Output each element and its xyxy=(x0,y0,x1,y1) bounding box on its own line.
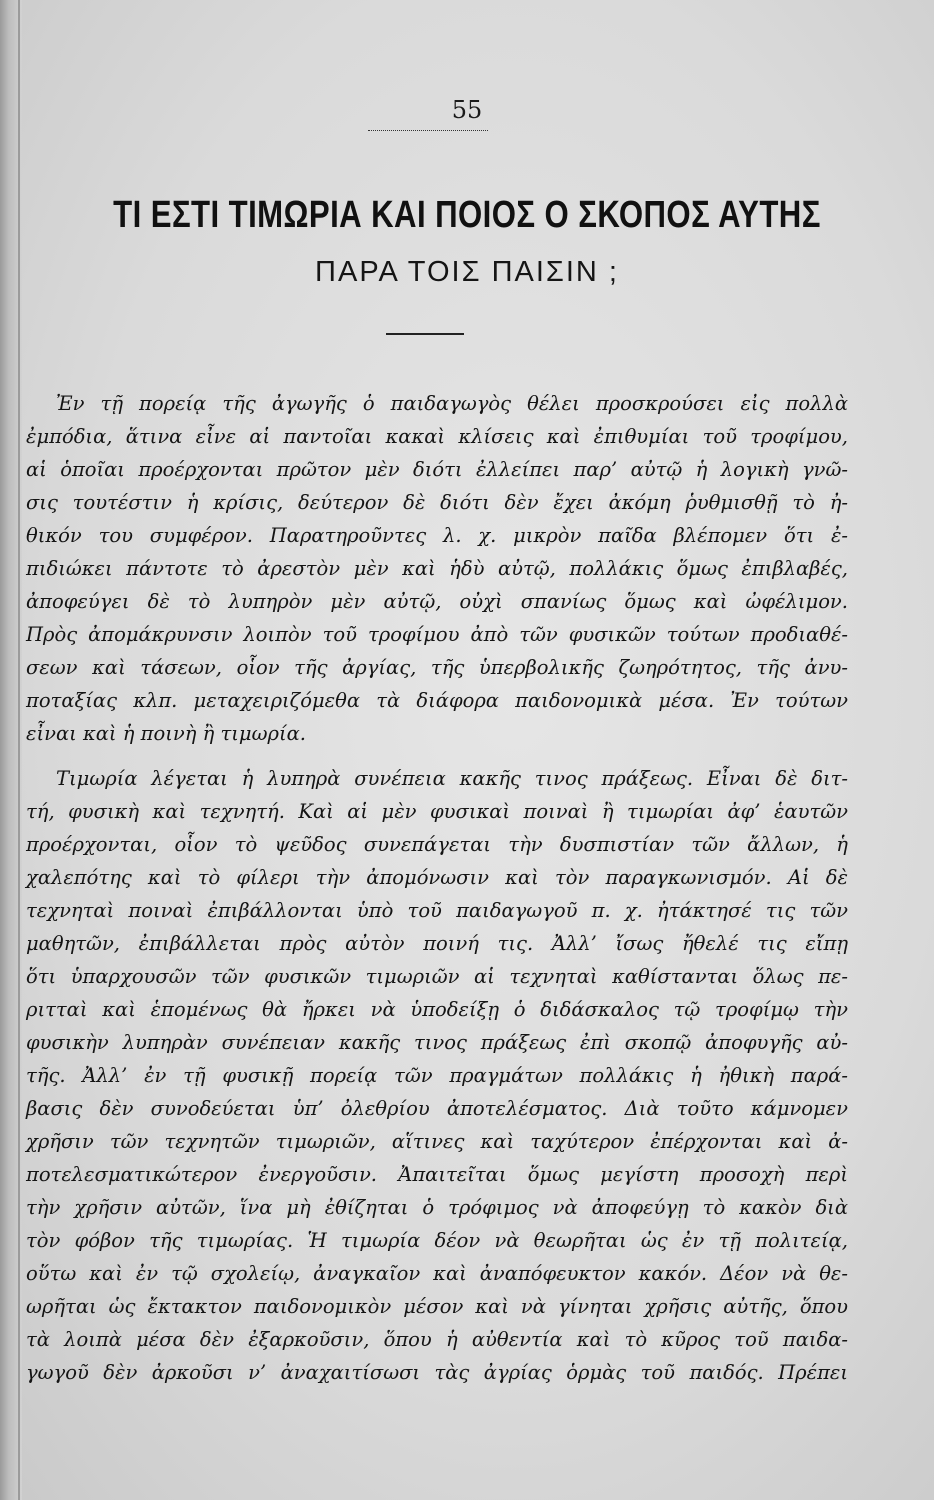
text-line: φυσικὴν λυπηρὰν συνέπειαν κακῆς τινος πράξεως ἐπὶ σκοπῷ ἀποφυγῆς αὐ- xyxy=(26,1031,848,1054)
text-line: ποτελεσματικώτερον ἐνεργοῦσιν. Ἀπαιτεῖται ὅμως μεγίστη προσοχὴ περὶ xyxy=(26,1163,848,1186)
text-line: προέρχονται, οἷον τὸ ψεῦδος συνεπάγεται τὴν δυσπιστίαν τῶν ἄλλων, ἡ xyxy=(26,833,848,856)
text-line: εἶναι καὶ ἡ ποινὴ ἢ τιμωρία. xyxy=(26,722,306,745)
text-line: αἱ ὁποῖαι προέρχονται πρῶτον μὲν διότι ἐλλείπει παρ’ αὐτῷ ἡ λογικὴ γνῶ- xyxy=(26,458,848,481)
text-line: οὕτω καὶ ἐν τῷ σχολείῳ, ἀναγκαῖον καὶ ἀναπόφευκτον κακόν. Δέον νὰ θε- xyxy=(26,1262,848,1285)
text-line: τὸν φόβον τῆς τιμωρίας. Ἡ τιμωρία δέον νὰ θεωρῆται ὡς ἐν τῇ πολιτείᾳ, xyxy=(26,1229,848,1252)
text-line: τῆς. Ἀλλ’ ἐν τῇ φυσικῇ πορείᾳ τῶν πραγμάτων πολλάκις ἡ ἠθικὴ παρά- xyxy=(26,1064,848,1087)
page-binding-shadow xyxy=(18,0,20,1500)
text-line: τὴν χρῆσιν αὐτῶν, ἵνα μὴ ἐθίζηται ὁ τρόφιμος νὰ ἀποφεύγῃ τὸ κακὸν διὰ xyxy=(26,1196,848,1219)
text-line: γωγοῦ δὲν ἀρκοῦσι ν’ ἀναχαιτίσωσι τὰς ἀγρίας ὁρμὰς τοῦ παιδός. Πρέπει xyxy=(26,1361,848,1384)
text-line: τεχνηταὶ ποιναὶ ἐπιβάλλονται ὑπὸ τοῦ παιδαγωγοῦ π. χ. ἠτάκτησέ τις τῶν xyxy=(26,899,848,922)
text-line: ωρῆται ὡς ἔκτακτον παιδονομικὸν μέσον καὶ νὰ γίνηται χρῆσις αὐτῆς, ὅπου xyxy=(26,1295,848,1318)
text-line: Πρὸς ἀπομάκρυνσιν λοιπὸν τοῦ τροφίμου ἀπὸ τῶν φυσικῶν τούτων προδιαθέ- xyxy=(26,623,848,646)
text-line: βασις δὲν συνοδεύεται ὑπ’ ὀλεθρίου ἀποτελέσματος. Διὰ τοῦτο κάμνομεν xyxy=(26,1097,848,1120)
text-line: ἀποφεύγει δὲ τὸ λυπηρὸν μὲν αὐτῷ, οὐχὶ σπανίως ὅμως καὶ ὠφέλιμον. xyxy=(26,590,848,613)
text-line: χρῆσιν τῶν τεχνητῶν τιμωριῶν, αἵτινες καὶ ταχύτερον ἐπέρχονται καὶ ἀ- xyxy=(26,1130,848,1153)
text-line: τή, φυσικὴ καὶ τεχνητή. Καὶ αἱ μὲν φυσικαὶ ποιναὶ ἢ τιμωρίαι ἀφ’ ἑαυτῶν xyxy=(26,800,848,823)
text-line: ποταξίας κλπ. μεταχειριζόμεθα τὰ διάφορα παιδονομικὰ μέσα. Ἐν τούτων xyxy=(26,689,848,712)
text-line: θικόν του συμφέρον. Παρατηροῦντες λ. χ. μικρὸν παῖδα βλέπομεν ὅτι ἐ- xyxy=(26,524,848,547)
text-line: ὅτι ὑπαρχουσῶν τῶν φυσικῶν τιμωριῶν αἱ τεχνηταὶ καθίστανται ὅλως πε- xyxy=(26,965,848,988)
page-number-rule xyxy=(368,130,488,131)
page-number: 55 xyxy=(451,96,483,124)
text-line: τὰ λοιπὰ μέσα δὲν ἐξαρκοῦσιν, ὅπου ἡ αὐθεντία καὶ τὸ κῦρος τοῦ παιδα- xyxy=(26,1328,848,1351)
text-line: χαλεπότης καὶ τὸ φίλερι τὴν ἀπομόνωσιν καὶ τὸν παραγκωνισμόν. Αἱ δὲ xyxy=(26,866,848,889)
title-rule xyxy=(386,333,464,335)
text-line: ἐμπόδια, ἅτινα εἶνε αἱ παντοῖαι κακαὶ κλίσεις καὶ ἐπιθυμίαι τοῦ τροφίμου, xyxy=(26,425,848,448)
chapter-title: ΤΙ ΕΣΤΙ ΤΙΜΩΡΙΑ ΚΑΙ ΠΟΙΟΣ Ο ΣΚΟΠΟΣ ΑΥΤΗΣ xyxy=(113,194,821,236)
text-line: σις τουτέστιν ἡ κρίσις, δεύτερον δὲ διότι δὲν ἔχει ἀκόμη ῥυθμισθῇ τὸ ἠ- xyxy=(26,491,848,514)
text-line: Τιμωρία λέγεται ἡ λυπηρὰ συνέπεια κακῆς τινος πράξεως. Εἶναι δὲ διτ- xyxy=(56,767,848,790)
text-line: Ἐν τῇ πορείᾳ τῆς ἀγωγῆς ὁ παιδαγωγὸς θέλει προσκρούσει εἰς πολλὰ xyxy=(56,392,848,415)
text-line: σεων καὶ τάσεων, οἷον τῆς ἀργίας, τῆς ὑπερβολικῆς ζωηρότητος, τῆς ἀνυ- xyxy=(26,656,848,679)
chapter-subtitle: ΠΑΡΑ ΤΟΙΣ ΠΑΙΣΙΝ ; xyxy=(315,256,619,288)
text-line: μαθητῶν, ἐπιβάλλεται πρὸς αὐτὸν ποινή τις. Ἀλλ’ ἴσως ἤθελέ τις εἴπῃ xyxy=(26,932,848,955)
text-line: πιδιώκει πάντοτε τὸ ἀρεστὸν μὲν καὶ ἡδὺ αὐτῷ, πολλάκις ὅμως ἐπιβλαβές, xyxy=(26,557,848,580)
text-line: ριτταὶ καὶ ἑπομένως θὰ ἤρκει νὰ ὑποδείξῃ ὁ διδάσκαλος τῷ τροφίμῳ τὴν xyxy=(26,998,848,1021)
